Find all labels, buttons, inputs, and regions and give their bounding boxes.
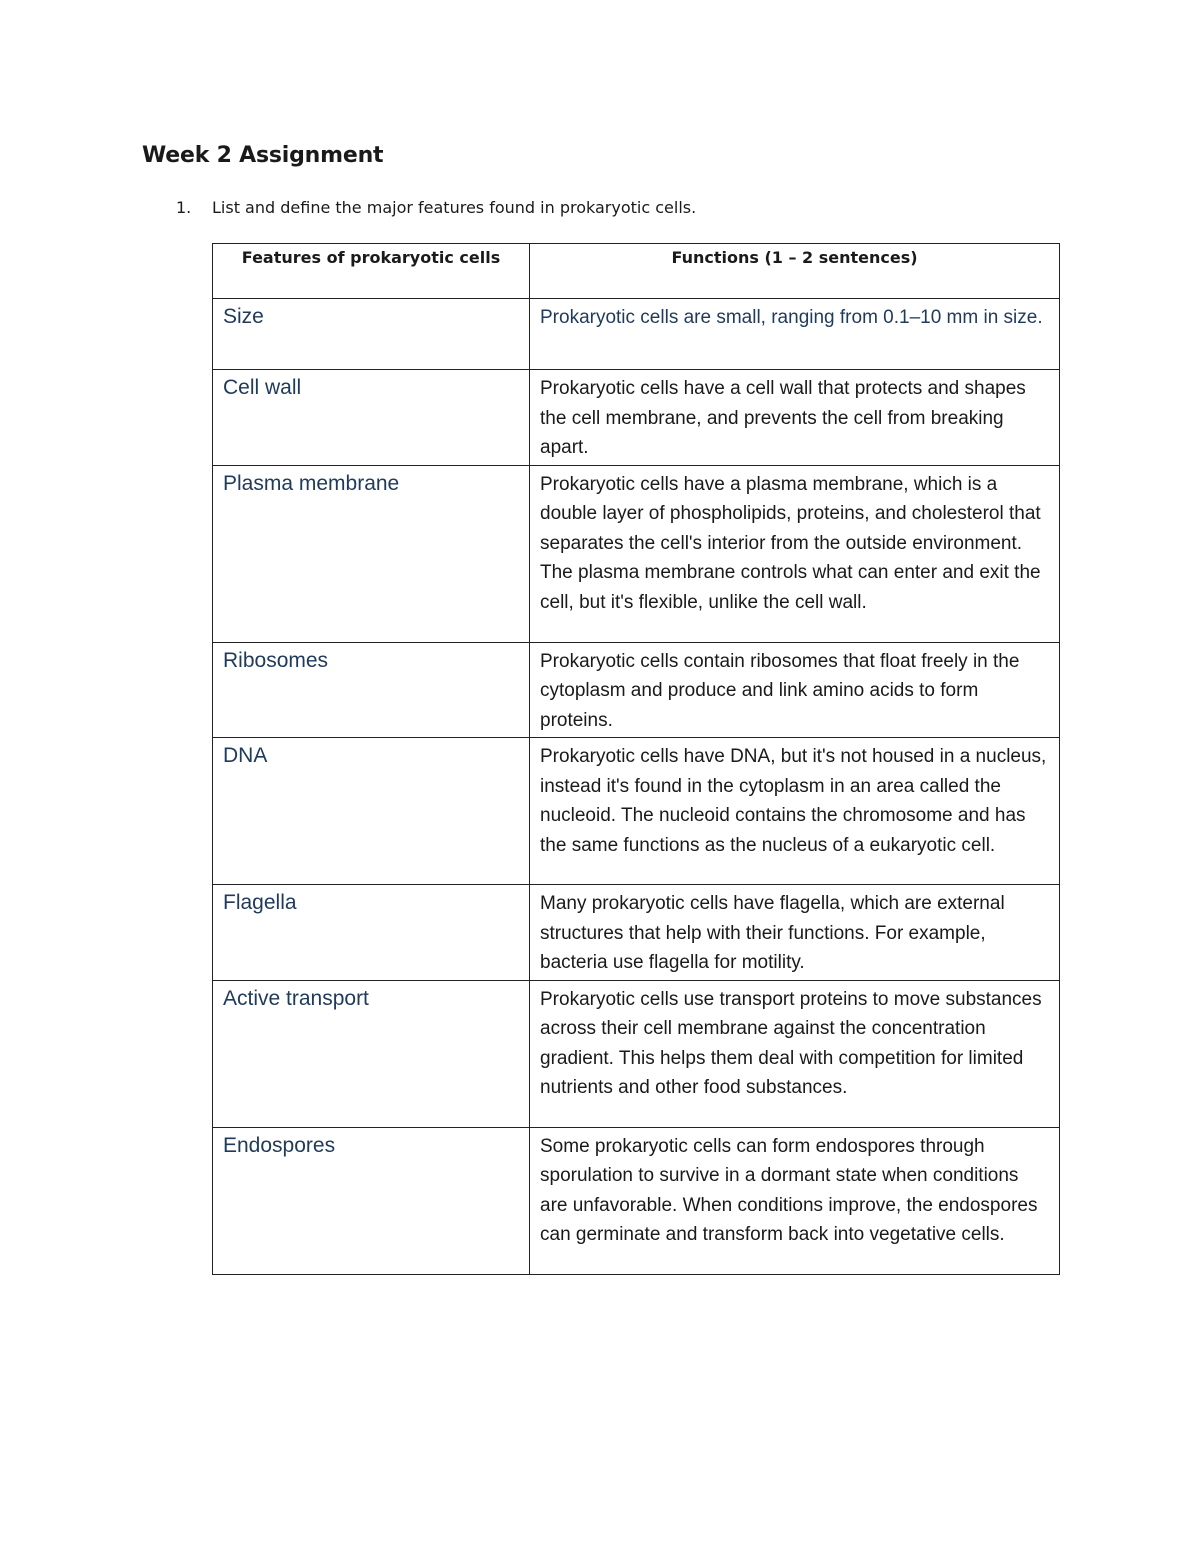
feature-cell: Size	[213, 299, 530, 370]
header-functions: Functions (1 – 2 sentences)	[530, 244, 1060, 299]
function-cell: Some prokaryotic cells can form endospores through sporulation to survive in a dormant state when conditions are unfavorable. When conditions improve, the endospores can germinate and transform back into vegetative cells.	[530, 1127, 1060, 1274]
table-row	[213, 885, 1060, 981]
function-cell: Prokaryotic cells are small, ranging from 0.1–10 mm in size.	[530, 299, 1060, 370]
feature-cell: Ribosomes	[213, 642, 530, 738]
table-row	[213, 1127, 1060, 1274]
function-cell: Prokaryotic cells have a cell wall that protects and shapes the cell membrane, and prevents the cell from breaking apart.	[530, 370, 1060, 466]
feature-cell: Flagella	[213, 885, 530, 981]
table-row	[213, 980, 1060, 1127]
page-title: Week 2 Assignment	[142, 143, 384, 168]
feature-cell: Active transport	[213, 980, 530, 1127]
table-row	[213, 299, 1060, 370]
feature-cell: DNA	[213, 738, 530, 885]
table-header-row	[213, 244, 1060, 299]
function-cell: Prokaryotic cells use transport proteins to move substances across their cell membrane against the concentration gradient. This helps them deal with competition for limited nutrients and other food substances.	[530, 980, 1060, 1127]
table-row	[213, 738, 1060, 885]
question-number: 1.	[176, 198, 192, 217]
features-table	[212, 243, 1060, 1275]
question-text: List and define the major features found in prokaryotic cells.	[212, 198, 697, 217]
function-cell: Many prokaryotic cells have flagella, which are external structures that help with their functions. For example, bacteria use flagella for motility.	[530, 885, 1060, 981]
feature-cell: Cell wall	[213, 370, 530, 466]
table-row	[213, 465, 1060, 642]
table-row	[213, 642, 1060, 738]
function-cell: Prokaryotic cells have a plasma membrane, which is a double layer of phospholipids, proteins, and cholesterol that separates the cell's interior from the outside environment. The plasma membrane controls what can enter and exit the cell, but it's flexible, unlike the cell wall.	[530, 465, 1060, 642]
table-row	[213, 370, 1060, 466]
header-features: Features of prokaryotic cells	[213, 244, 530, 299]
feature-cell: Endospores	[213, 1127, 530, 1274]
feature-cell: Plasma membrane	[213, 465, 530, 642]
function-cell: Prokaryotic cells have DNA, but it's not housed in a nucleus, instead it's found in the cytoplasm in an area called the nucleoid. The nucleoid contains the chromosome and has the same functions as the nucleus of a eukaryotic cell.	[530, 738, 1060, 885]
function-cell: Prokaryotic cells contain ribosomes that float freely in the cytoplasm and produce and link amino acids to form proteins.	[530, 642, 1060, 738]
